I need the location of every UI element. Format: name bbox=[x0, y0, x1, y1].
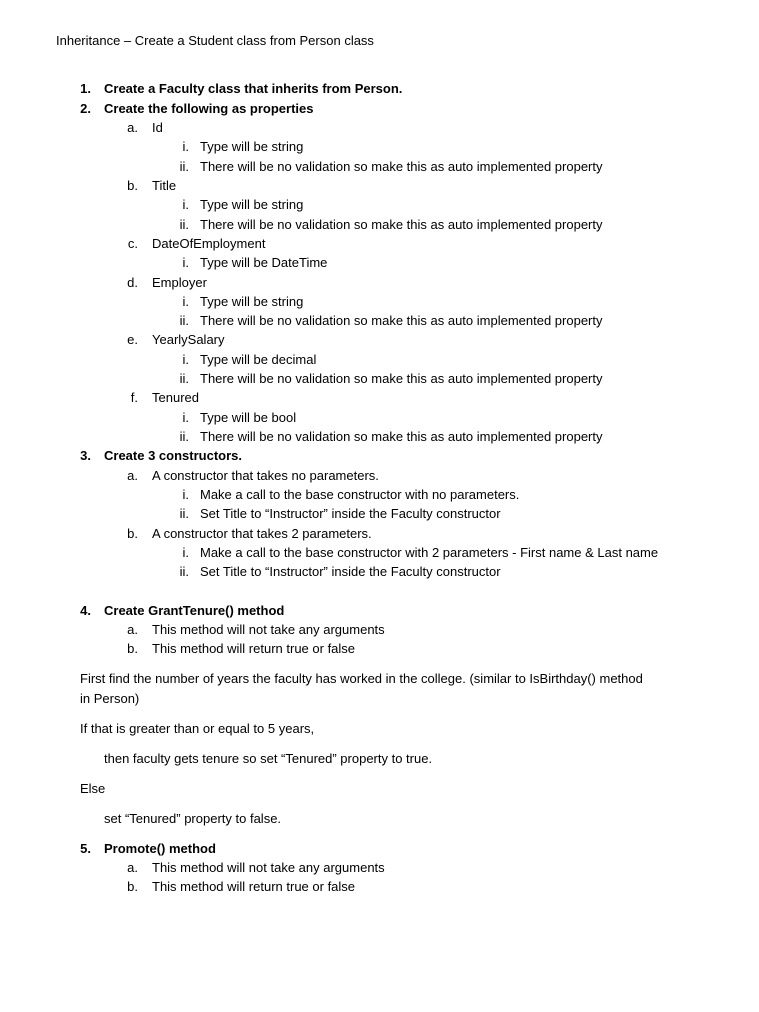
detail-mark: ii. bbox=[179, 506, 189, 521]
detail-text: Set Title to “Instructor” inside the Faculty constructor bbox=[200, 506, 501, 521]
detail-mark: i. bbox=[182, 255, 189, 270]
sub-mark: b. bbox=[127, 526, 138, 541]
detail-text: There will be no validation so make this as auto implemented property bbox=[200, 429, 603, 444]
sub-text: A constructor that takes 2 parameters. bbox=[152, 526, 372, 541]
sub-mark: c. bbox=[127, 236, 138, 251]
detail-text: Type will be string bbox=[200, 197, 304, 212]
item-number: 3. bbox=[80, 448, 91, 463]
property-name: YearlySalary bbox=[152, 332, 225, 347]
detail-mark: i. bbox=[182, 352, 189, 367]
property-name: DateOfEmployment bbox=[152, 236, 266, 251]
sub-text: This method will return true or false bbox=[152, 879, 356, 894]
sub-mark: f. bbox=[130, 390, 138, 405]
sub-mark: a. bbox=[127, 120, 138, 135]
sub-mark: b. bbox=[127, 641, 138, 656]
item-text: Create a Faculty class that inherits from Person. bbox=[104, 81, 403, 96]
property-name: Id bbox=[152, 120, 163, 135]
property-name: Title bbox=[152, 178, 177, 193]
detail-mark: i. bbox=[182, 410, 189, 425]
detail-text: There will be no validation so make this as auto implemented property bbox=[200, 159, 603, 174]
item-number: 4. bbox=[80, 603, 91, 618]
sub-mark: a. bbox=[127, 622, 138, 637]
paragraph-line: in Person) bbox=[80, 691, 140, 706]
detail-text: Set Title to “Instructor” inside the Faculty constructor bbox=[200, 564, 501, 579]
sub-mark: e. bbox=[127, 332, 138, 347]
detail-mark: i. bbox=[182, 487, 189, 502]
sub-text: This method will not take any arguments bbox=[152, 622, 385, 637]
sub-mark: a. bbox=[127, 860, 138, 875]
item-text: Create 3 constructors. bbox=[104, 448, 242, 463]
sub-mark: b. bbox=[127, 178, 138, 193]
sub-mark: a. bbox=[127, 468, 138, 483]
detail-text: There will be no validation so make this as auto implemented property bbox=[200, 371, 603, 386]
else-label: Else bbox=[80, 781, 106, 796]
paragraph-line: First find the number of years the faculty has worked in the college. (similar to IsBirthday() method bbox=[80, 671, 643, 686]
item-number: 5. bbox=[80, 841, 91, 856]
detail-mark: ii. bbox=[179, 564, 189, 579]
detail-text: Type will be decimal bbox=[200, 352, 317, 367]
detail-mark: ii. bbox=[179, 371, 189, 386]
detail-text: Make a call to the base constructor with 2 parameters - First name & Last name bbox=[200, 545, 659, 560]
item-number: 2. bbox=[80, 101, 91, 116]
detail-text: Type will be bool bbox=[200, 410, 297, 425]
detail-text: There will be no validation so make this as auto implemented property bbox=[200, 217, 603, 232]
item-text: Create the following as properties bbox=[104, 101, 314, 116]
sub-text: This method will return true or false bbox=[152, 641, 356, 656]
item-text: Promote() method bbox=[104, 841, 216, 856]
detail-mark: ii. bbox=[179, 313, 189, 328]
page-title: Inheritance – Create a Student class from Person class bbox=[56, 33, 374, 48]
detail-text: Type will be DateTime bbox=[200, 255, 328, 270]
sub-mark: d. bbox=[127, 275, 138, 290]
item-text: Create GrantTenure() method bbox=[104, 603, 285, 618]
sub-mark: b. bbox=[127, 879, 138, 894]
detail-mark: ii. bbox=[179, 217, 189, 232]
detail-mark: ii. bbox=[179, 159, 189, 174]
detail-text: Type will be string bbox=[200, 294, 304, 309]
detail-text: Type will be string bbox=[200, 139, 304, 154]
detail-mark: ii. bbox=[179, 429, 189, 444]
detail-mark: i. bbox=[182, 139, 189, 154]
detail-text: Make a call to the base constructor with no parameters. bbox=[200, 487, 520, 502]
property-name: Employer bbox=[152, 275, 207, 290]
detail-mark: i. bbox=[182, 545, 189, 560]
sub-text: A constructor that takes no parameters. bbox=[152, 468, 379, 483]
detail-mark: i. bbox=[182, 197, 189, 212]
item-number: 1. bbox=[80, 81, 91, 96]
else-action: set “Tenured” property to false. bbox=[104, 811, 282, 826]
property-name: Tenured bbox=[152, 390, 199, 405]
then-line: then faculty gets tenure so set “Tenured” property to true. bbox=[104, 751, 433, 766]
detail-text: There will be no validation so make this as auto implemented property bbox=[200, 313, 603, 328]
detail-mark: i. bbox=[182, 294, 189, 309]
condition-line: If that is greater than or equal to 5 years, bbox=[80, 721, 315, 736]
sub-text: This method will not take any arguments bbox=[152, 860, 385, 875]
